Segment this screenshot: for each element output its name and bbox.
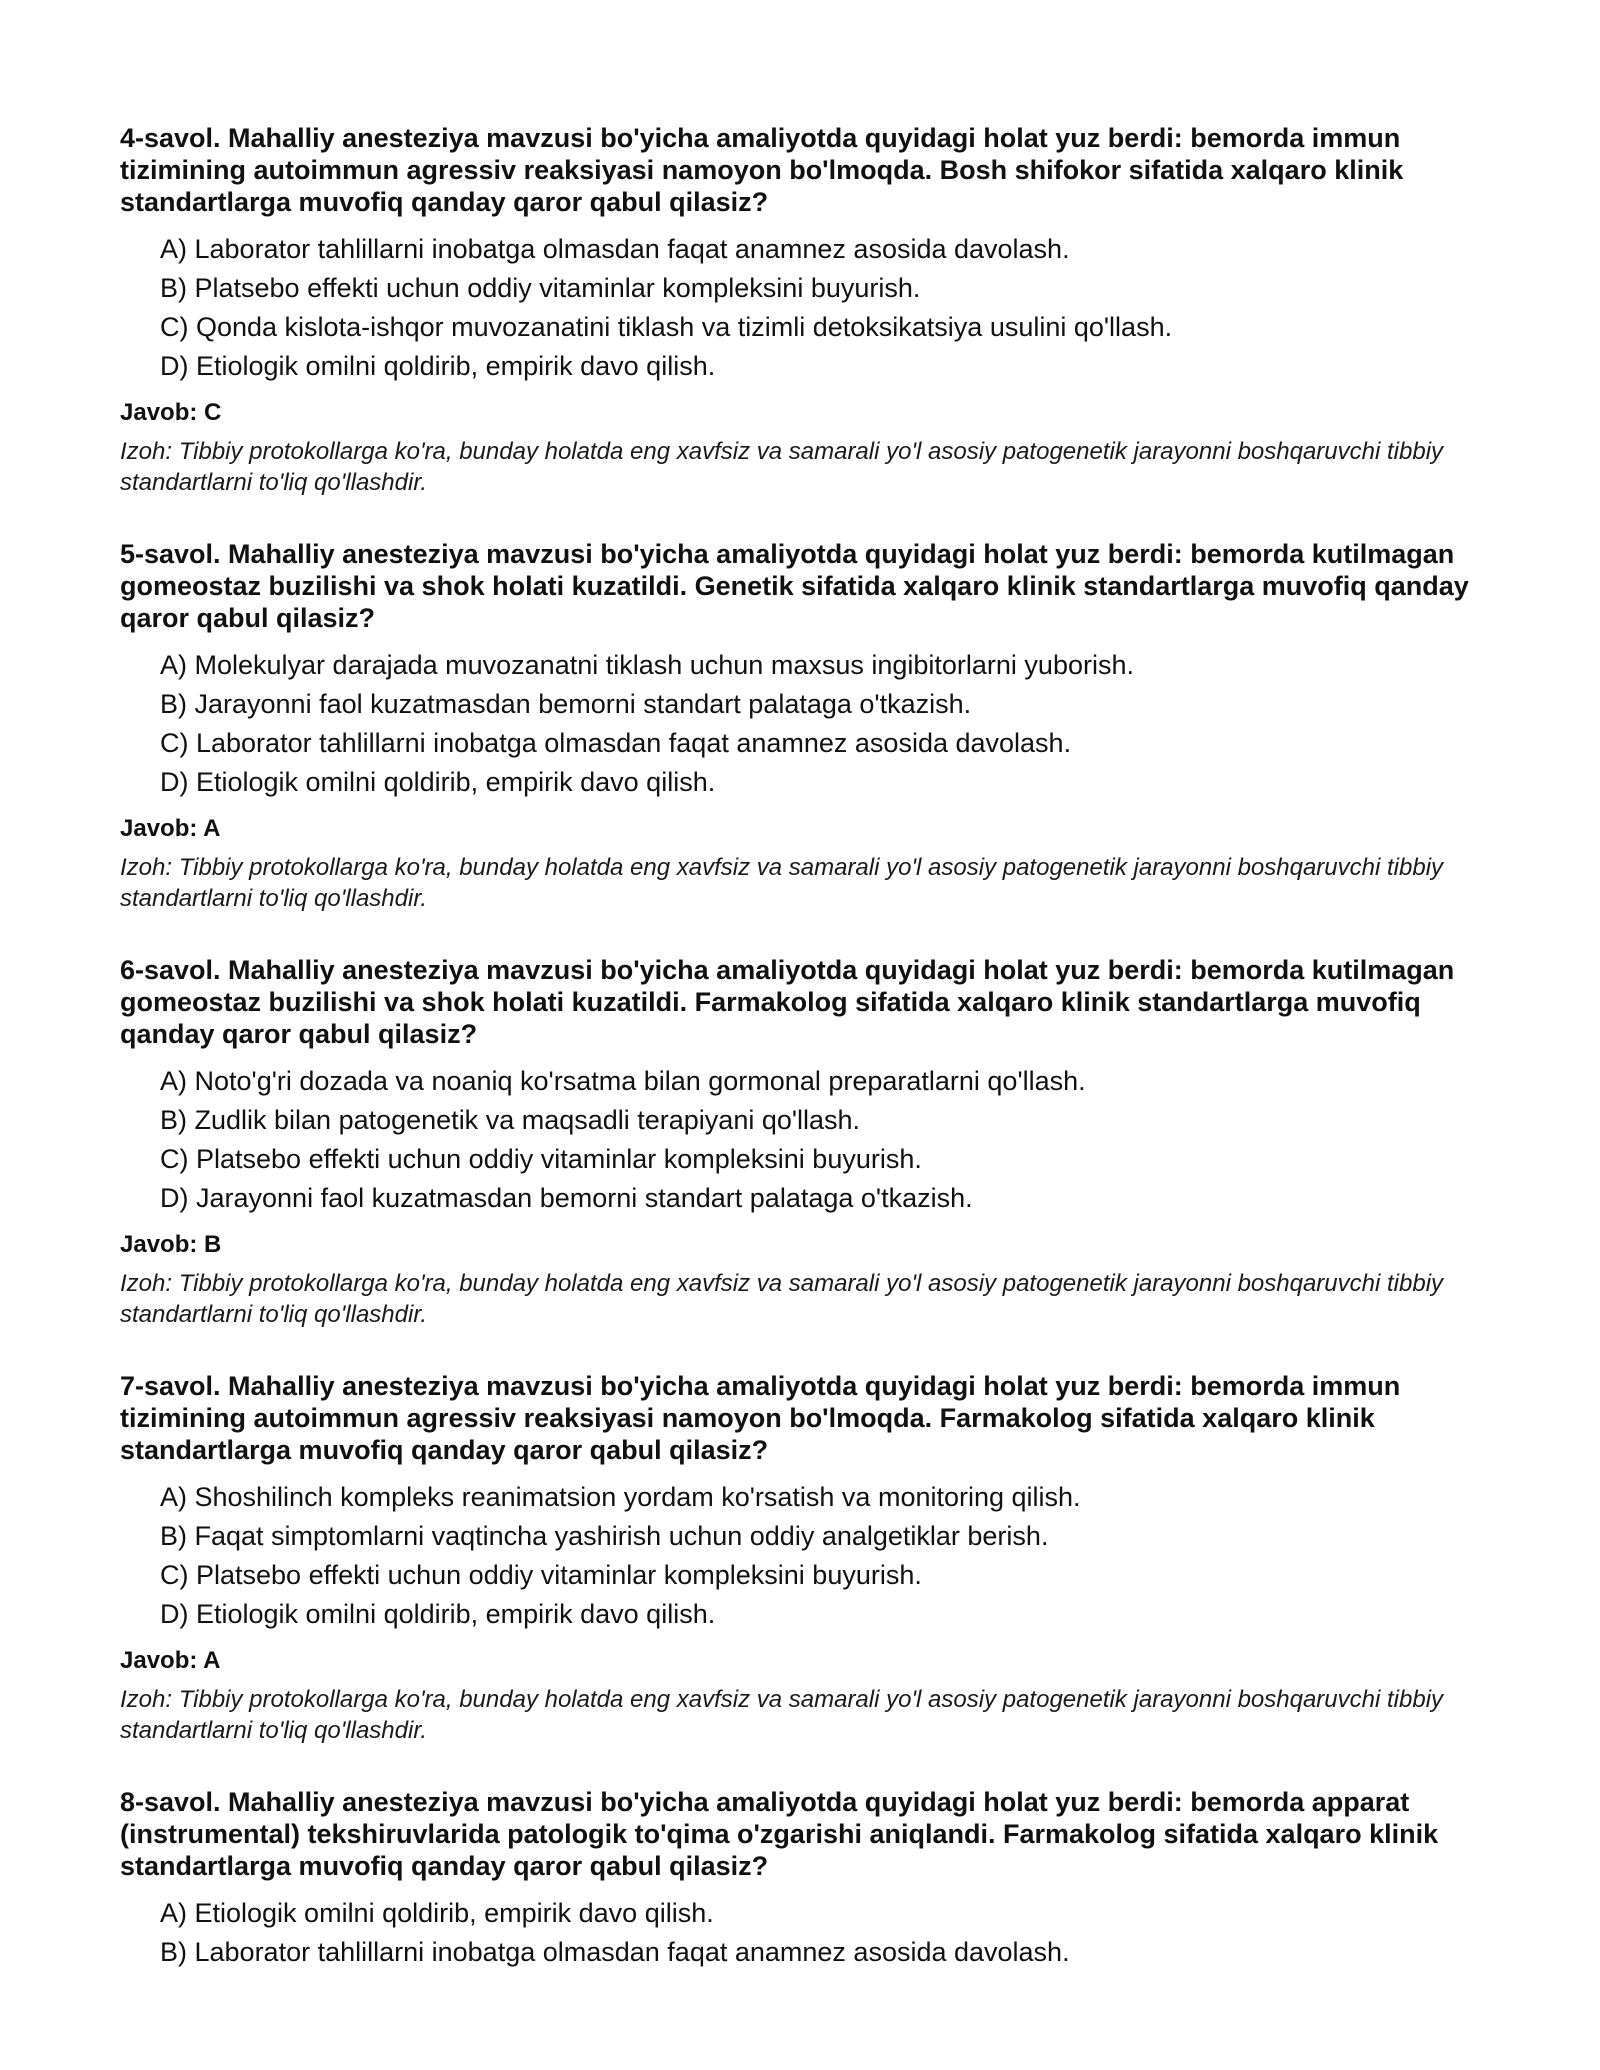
option-b: B) Faqat simptomlarni vaqtincha yashirish uchun oddiy analgetiklar berish.: [160, 1521, 1049, 1551]
option-d: D) Etiologik omilni qoldirib, empirik davo qilish.: [160, 351, 716, 381]
question-text: 7-savol. Mahalliy anesteziya mavzusi bo'yicha amaliyotda quyidagi holat yuz berdi: bemorda immun tizimining autoimmun agressiv reaksiyasi namoyon bo'lmoqda. Farmakolog sifatida xalqaro klinik standartlarga muvofiq qanday qaror qabul qilasiz?: [120, 1371, 1401, 1465]
document-page: [120, 122, 1490, 2012]
answer-text: Javob: A: [120, 1647, 221, 1674]
option-a: A) Laborator tahlillarni inobatga olmasdan faqat anamnez asosida davolash.: [160, 234, 1070, 264]
option-a: A) Molekulyar darajada muvozanatni tiklash uchun maxsus ingibitorlarni yuborish.: [160, 650, 1134, 680]
option-c: C) Qonda kislota-ishqor muvozanatini tiklash va tizimli detoksikatsiya usulini qo'llash.: [160, 312, 1173, 342]
question-text: 6-savol. Mahalliy anesteziya mavzusi bo'yicha amaliyotda quyidagi holat yuz berdi: bemorda kutilmagan gomeostaz buzilishi va shok holati kuzatildi. Farmakolog sifatida xalqaro klinik standartlarga muvofiq qanday qaror qabul qilasiz?: [120, 955, 1455, 1049]
option-d: D) Etiologik omilni qoldirib, empirik davo qilish.: [160, 767, 716, 797]
options-list: [120, 1478, 1490, 1634]
option-c: C) Platsebo effekti uchun oddiy vitaminlar kompleksini buyurish.: [160, 1144, 922, 1174]
explanation-text: Izoh: Tibbiy protokollarga ko'ra, bunday holatda eng xavfsiz va samarali yo'l asosiy patogenetik jarayonni boshqaruvchi tibbiy standartlarni to'liq qo'llashdir.: [120, 438, 1444, 496]
options-list: [120, 1062, 1490, 1218]
question-block: [120, 1370, 1490, 1746]
question-block: [120, 122, 1490, 498]
question-text: 5-savol. Mahalliy anesteziya mavzusi bo'yicha amaliyotda quyidagi holat yuz berdi: bemorda kutilmagan gomeostaz buzilishi va shok holati kuzatildi. Genetik sifatida xalqaro klinik standartlarga muvofiq qanday qaror qabul qilasiz?: [120, 539, 1469, 633]
option-b: B) Laborator tahlillarni inobatga olmasdan faqat anamnez asosida davolash.: [160, 1937, 1070, 1967]
answer-text: Javob: A: [120, 815, 221, 842]
explanation-text: Izoh: Tibbiy protokollarga ko'ra, bunday holatda eng xavfsiz va samarali yo'l asosiy patogenetik jarayonni boshqaruvchi tibbiy standartlarni to'liq qo'llashdir.: [120, 1686, 1444, 1744]
question-text: 4-savol. Mahalliy anesteziya mavzusi bo'yicha amaliyotda quyidagi holat yuz berdi: bemorda immun tizimining autoimmun agressiv reaksiyasi namoyon bo'lmoqda. Bosh shifokor sifatida xalqaro klinik standartlarga muvofiq qanday qaror qabul qilasiz?: [120, 123, 1404, 217]
answer-text: Javob: B: [120, 1231, 222, 1258]
option-c: C) Laborator tahlillarni inobatga olmasdan faqat anamnez asosida davolash.: [160, 728, 1072, 758]
option-b: B) Zudlik bilan patogenetik va maqsadli terapiyani qo'llash.: [160, 1105, 861, 1135]
option-c: C) Platsebo effekti uchun oddiy vitaminlar kompleksini buyurish.: [160, 1560, 922, 1590]
options-list: [120, 646, 1490, 802]
options-list: [120, 230, 1490, 386]
option-b: B) Platsebo effekti uchun oddiy vitaminlar kompleksini buyurish.: [160, 273, 921, 303]
option-a: A) Shoshilinch kompleks reanimatsion yordam ko'rsatish va monitoring qilish.: [160, 1482, 1081, 1512]
question-text: 8-savol. Mahalliy anesteziya mavzusi bo'yicha amaliyotda quyidagi holat yuz berdi: bemorda apparat (instrumental) tekshiruvlarida patologik to'qima o'zgarishi aniqlandi. Farmakolog sifatida xalqaro klinik standartlarga muvofiq qanday qaror qabul qilasiz?: [120, 1787, 1439, 1881]
option-d: D) Etiologik omilni qoldirib, empirik davo qilish.: [160, 1599, 716, 1629]
option-d: D) Jarayonni faol kuzatmasdan bemorni standart palataga o'tkazish.: [160, 1183, 973, 1213]
explanation-text: Izoh: Tibbiy protokollarga ko'ra, bunday holatda eng xavfsiz va samarali yo'l asosiy patogenetik jarayonni boshqaruvchi tibbiy standartlarni to'liq qo'llashdir.: [120, 854, 1444, 912]
question-block: [120, 538, 1490, 914]
explanation-text: Izoh: Tibbiy protokollarga ko'ra, bunday holatda eng xavfsiz va samarali yo'l asosiy patogenetik jarayonni boshqaruvchi tibbiy standartlarni to'liq qo'llashdir.: [120, 1270, 1444, 1328]
options-list: [120, 1894, 1490, 1972]
question-block: [120, 954, 1490, 1330]
option-a: A) Noto'g'ri dozada va noaniq ko'rsatma bilan gormonal preparatlarni qo'llash.: [160, 1066, 1086, 1096]
question-block: [120, 1786, 1490, 1972]
option-a: A) Etiologik omilni qoldirib, empirik davo qilish.: [160, 1898, 714, 1928]
answer-text: Javob: C: [120, 399, 222, 426]
option-b: B) Jarayonni faol kuzatmasdan bemorni standart palataga o'tkazish.: [160, 689, 972, 719]
